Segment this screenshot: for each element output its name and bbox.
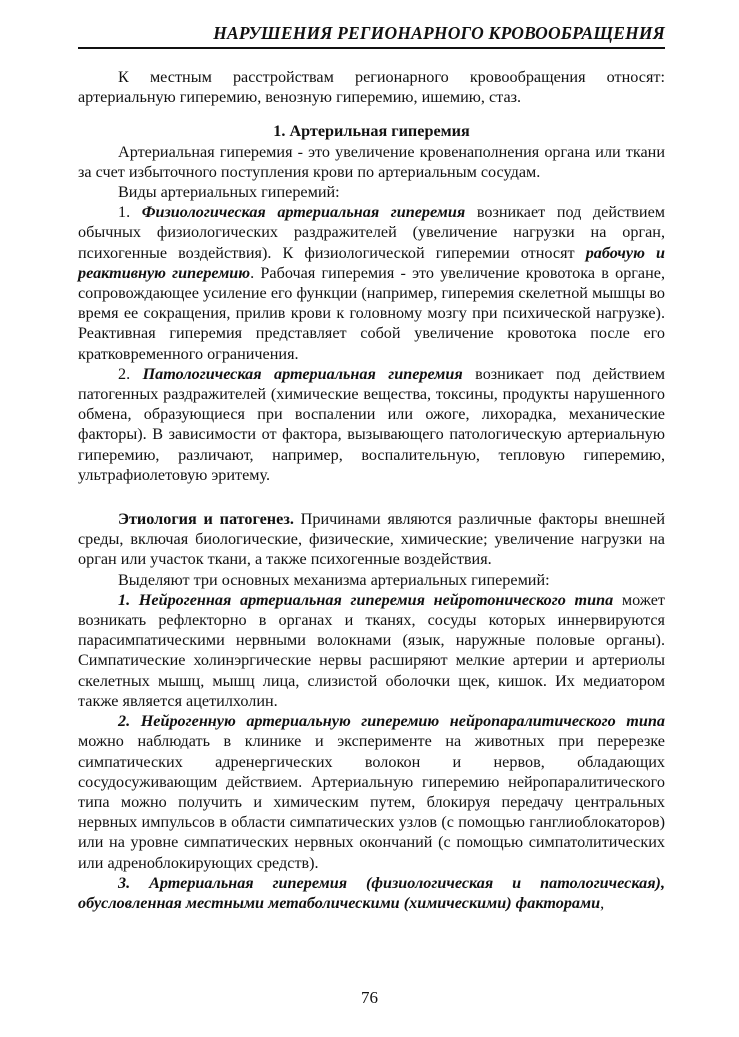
type-1-text-continued: . Рабочая гиперемия - это увеличение кровотока в органе, сопровождающее усиление его функции (например, гиперемия скелетной мышцы во время ее сокращения, прилив крови к головному мозгу при психической нагрузке). Реактивная гиперемия представляет собой увеличение кровотока после его кратковременного ограничения. bbox=[78, 263, 666, 363]
mechanism-1-paragraph bbox=[78, 590, 665, 711]
mechanism-2-text: можно наблюдать в клинике и эксперименте на животных при перерезке симпатических адренергических волокон и нервов, обладающих сосудосуживающим действием. Артериальную гиперемию нейропаралитического типа можно получить и химическим путем, блокируя передачу центральных нервных импульсов в области симпатических узлов (с помощью ганглиоблокаторов) или на уровне симпатических нервных окончаний (с помощью симпатолитических или адреноблокирующих средств). bbox=[78, 732, 665, 872]
section-spacer bbox=[78, 485, 665, 509]
mechanisms-intro: Выделяют три основных механизма артериальных гиперемий: bbox=[118, 570, 550, 589]
mechanism-1-text: может возникать рефлекторно в органах и тканях, сосуды которых иннервируются парасимпатическими нервными волокнами (язык, наружные половые органы). Симпатические холинэргические нервы расширяют мелкие артерии и артериолы скелетных мышц, мышц лица, слизистой оболочки щек, кишок. Их медиатором также является ацетилхолин. bbox=[78, 590, 665, 710]
types-intro: Виды артериальных гиперемий: bbox=[118, 183, 340, 202]
type-1-paragraph bbox=[78, 202, 665, 364]
type-2-number: 2. bbox=[118, 364, 143, 383]
running-header: НАРУШЕНИЯ РЕГИОНАРНОГО КРОВООБРАЩЕНИЯ bbox=[78, 22, 665, 49]
intro-paragraph: К местным расстройствам регионарного кровообращения относят: артериальную гиперемию, венозную гиперемию, ишемию, стаз. bbox=[78, 68, 665, 107]
type-2-text: возникает под действием патогенных раздражителей (химические вещества, токсины, продукты нарушенного обмена, образующиеся при воспалении или ожоге, лихорадка, механические факторы). В зависимости от фактора, вызывающего патологическую артериальную гиперемию, различают, например, воспалительную, тепловую гиперемию, ультрафиолетовую эритему. bbox=[78, 364, 666, 484]
mechanism-2-term: 2. Нейрогенную артериальную гиперемию нейропаралитического типа bbox=[118, 712, 665, 731]
etiology-paragraph bbox=[78, 509, 665, 570]
mechanism-3-text: , bbox=[600, 893, 605, 912]
type-2-term: Патологическая артериальная гиперемия bbox=[142, 364, 463, 383]
type-1-term: Физиологическая артериальная гиперемия bbox=[141, 203, 466, 222]
mechanism-1-term: 1. Нейрогенная артериальная гиперемия нейротонического типа bbox=[118, 590, 614, 609]
etiology-text: Причинами являются различные факторы внешней среды, включая биологические, физические, химические; увеличение нагрузки на орган или участок ткани, а также психогенные воздействия. bbox=[78, 510, 665, 569]
type-2-paragraph bbox=[78, 364, 665, 485]
page-number: 76 bbox=[361, 988, 378, 1007]
definition-paragraph: Артериальная гиперемия - это увеличение кровенаполнения органа или ткани за счет избыточного поступления крови по артериальным сосудам. bbox=[78, 142, 665, 181]
type-1-text: возникает под действием обычных физиологических раздражителей (увеличение нагрузки на орган, психогенные воздействия). К физиологической гиперемии относят bbox=[78, 203, 665, 262]
page-content bbox=[78, 22, 665, 913]
section-heading: 1. Артерильная гиперемия bbox=[273, 122, 470, 141]
text-body bbox=[78, 67, 665, 913]
mechanism-2-paragraph bbox=[78, 711, 665, 873]
type-1-number: 1. bbox=[118, 203, 142, 222]
mechanism-3-term: 3. Артериальная гиперемия (физиологическая и патологическая), обусловленная местными метаболическими (химическими) факторами bbox=[78, 873, 665, 912]
etiology-lead: Этиология и патогенез. bbox=[118, 510, 294, 529]
mechanism-3-paragraph bbox=[78, 873, 665, 913]
type-1-subterm: рабочую и реактивную гиперемию bbox=[78, 243, 665, 282]
